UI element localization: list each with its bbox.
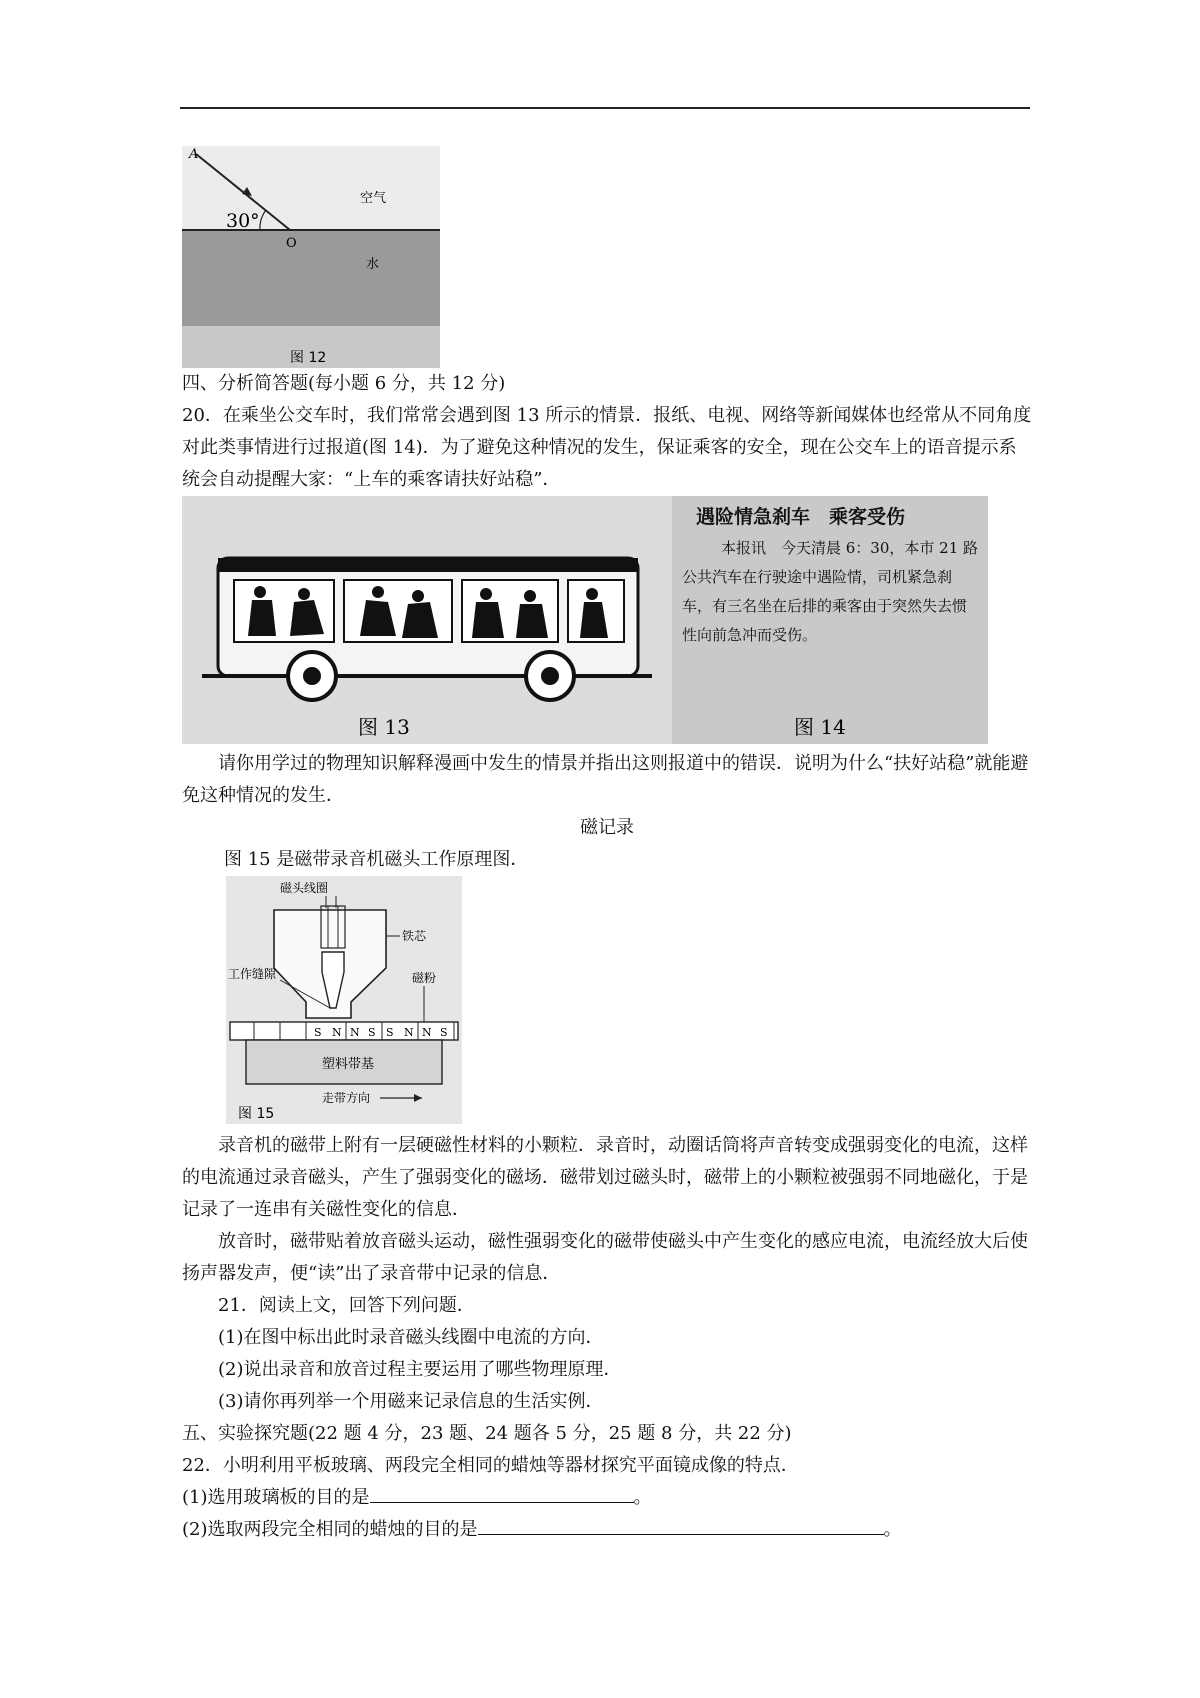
fig13-caption: 图 13 <box>358 715 410 739</box>
fig15-core-label: 铁芯 <box>402 929 427 943</box>
section-5-heading: 五、实验探究题(22 题 4 分，23 题、24 题各 5 分，25 题 8 分，共 22 分) <box>182 1423 792 1444</box>
news-headline: 遇险情急刹车 乘客受伤 <box>696 506 906 528</box>
fig15-direction-label: 走带方向 <box>322 1091 371 1105</box>
figure-15 <box>226 876 462 1124</box>
answer-blank-2[interactable] <box>478 1516 884 1535</box>
fig15-pole-5: N <box>404 1026 414 1039</box>
question-21-item-1: (1)在图中标出此时录音磁头线圈中电流的方向． <box>218 1327 604 1348</box>
question-22-item-1-end: 。 <box>633 1487 652 1508</box>
fig15-base-label: 塑料带基 <box>322 1057 375 1072</box>
question-22-item-2-end: 。 <box>883 1519 902 1540</box>
question-21-item-2: (2)说出录音和放音过程主要运用了哪些物理原理． <box>218 1359 622 1380</box>
header-rule <box>180 107 1030 109</box>
question-20-text: 20．在乘坐公交车时，我们常常会遇到图 13 所示的情景．报纸、电视、网络等新闻媒体也经常从不同角度对此类事情进行过报道(图 14)．为了避免这种情况的发生，保证乘客的安全，现在公交车上的语音提示系统会自动提醒大家：“上车的乘客请扶好站稳”． <box>182 405 1032 490</box>
fig14-caption: 图 14 <box>794 715 846 739</box>
fig15-caption: 图 15 <box>238 1106 275 1122</box>
question-22-item-2 <box>182 1514 1032 1546</box>
question-20-prompt: 请你用学过的物理知识解释漫画中发生的情景并指出这则报道中的错误．说明为什么“扶好站稳”就能避免这种情况的发生． <box>182 753 1029 806</box>
news-clipping <box>682 500 980 706</box>
fig12-air-label: 空气 <box>360 191 387 206</box>
question-22-item-1-text: (1)选用玻璃板的目的是 <box>182 1487 370 1508</box>
fig15-pole-1: N <box>332 1026 342 1039</box>
fig15-powder-label: 磁粉 <box>412 971 437 985</box>
reading-paragraph-1: 录音机的磁带上附有一层硬磁性材料的小颗粒．录音时，动圈话筒将声音转变成强弱变化的电流，这样的电流通过录音磁头，产生了强弱变化的磁场．磁带划过磁头时，磁带上的小颗粒被强弱不同地磁化，于是记录了一连串有关磁性变化的信息． <box>182 1135 1028 1220</box>
fig15-pole-2: N <box>350 1026 360 1039</box>
fig15-pole-7: S <box>440 1026 448 1039</box>
question-21-item-3: (3)请你再列举一个用磁来记录信息的生活实例． <box>218 1391 604 1412</box>
question-21-stem: 21．阅读上文，回答下列问题． <box>218 1295 475 1316</box>
question-22-item-1 <box>182 1482 1032 1514</box>
fig15-pole-0: S <box>314 1026 322 1039</box>
fig15-coil-label: 磁头线圈 <box>280 881 329 895</box>
fig15-pole-3: S <box>368 1026 376 1039</box>
section-4-heading: 四、分析简答题(每小题 6 分，共 12 分) <box>182 373 506 394</box>
fig12-caption: 图 12 <box>290 350 327 366</box>
question-22-item-2-text: (2)选取两段完全相同的蜡烛的目的是 <box>182 1519 478 1540</box>
fig15-pole-6: N <box>422 1026 432 1039</box>
fig12-point-a: A <box>189 147 199 162</box>
question-22-stem: 22．小明利用平板玻璃、两段完全相同的蜡烛等器材探究平面镜成像的特点． <box>182 1455 799 1476</box>
answer-blank-1[interactable] <box>370 1484 634 1503</box>
fig12-point-o: O <box>286 236 297 251</box>
figure-12 <box>182 146 440 368</box>
fig15-pole-4: S <box>386 1026 394 1039</box>
fig12-angle-label: 30° <box>226 210 260 232</box>
figure-13-14 <box>182 496 988 744</box>
fig12-water-label: 水 <box>366 257 380 272</box>
reading-paragraph-2: 放音时，磁带贴着放音磁头运动，磁性强弱变化的磁带使磁头中产生变化的感应电流，电流经放大后使扬声器发声，便“读”出了录音带中记录的信息． <box>182 1231 1028 1284</box>
reading-intro: 图 15 是磁带录音机磁头工作原理图． <box>224 849 529 870</box>
fig15-gap-label: 工作缝隙 <box>228 967 277 981</box>
news-body: 本报讯 今天清晨 6：30，本市 21 路公共汽车在行驶途中遇险情，司机紧急刹车，有三名坐在后排的乘客由于突然失去惯性向前急冲而受伤。 <box>682 539 979 644</box>
reading-title: 磁记录 <box>580 817 634 838</box>
bus-illustration <box>202 558 652 700</box>
